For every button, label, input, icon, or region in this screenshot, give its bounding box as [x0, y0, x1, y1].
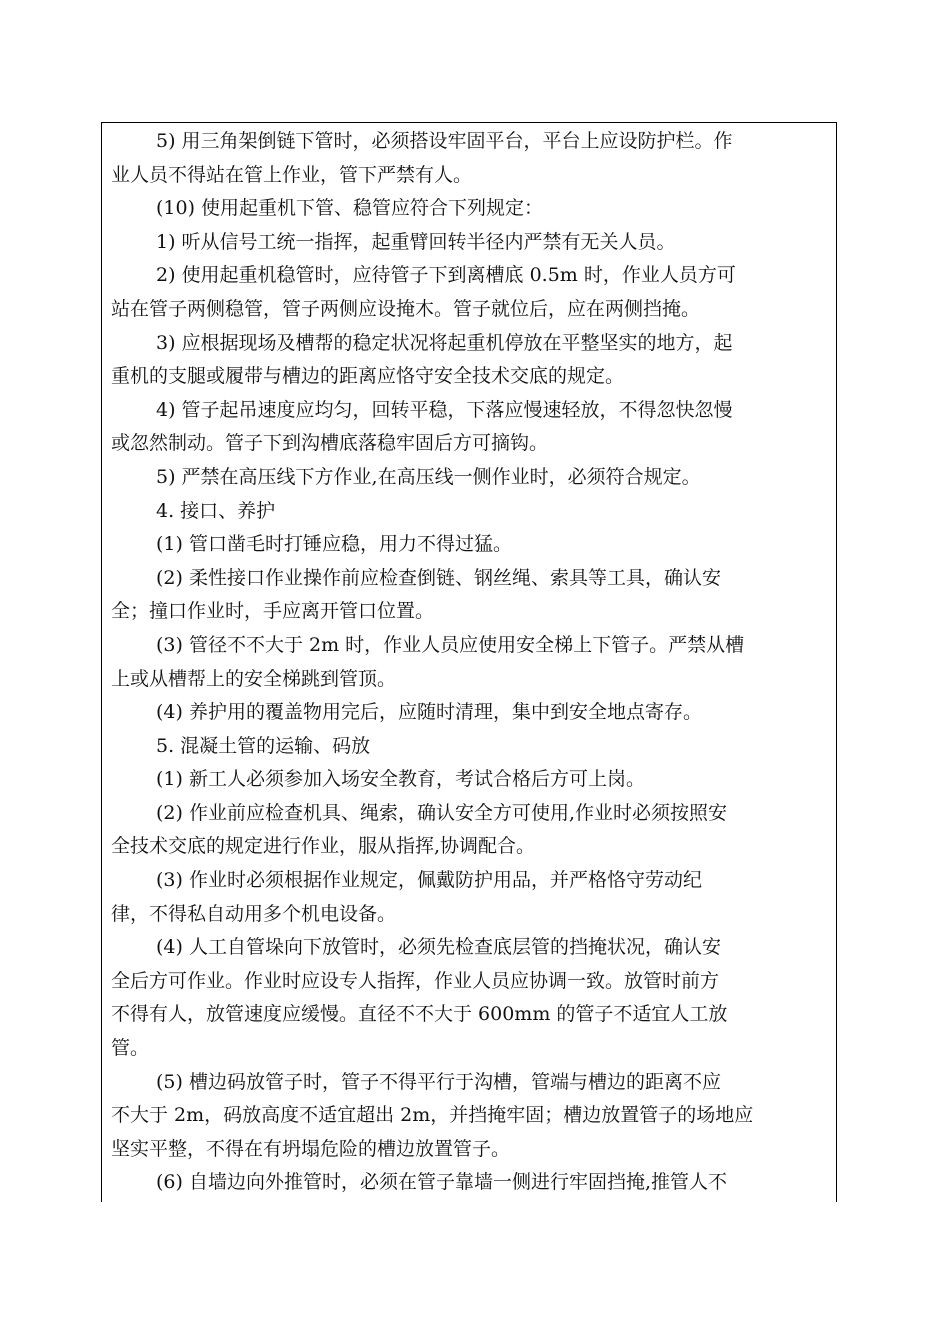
text-line: 1) 听从信号工统一指挥，起重臂回转半径内严禁有无关人员。 [156, 230, 676, 253]
paragraph [111, 696, 835, 730]
text-line: 全后方可作业。作业时应设专人指挥，作业人员应协调一致。放管时前方 [111, 969, 720, 992]
text-line: (4) 人工自管垛向下放管时，必须先检查底层管的挡掩状况，确认安 [156, 936, 721, 959]
section-heading [111, 730, 835, 764]
text-line: (6) 自墙边向外推管时，必须在管子靠墙一侧进行牢固挡掩,推管人不 [156, 1171, 727, 1194]
text-line: 或忽然制动。管子下到沟槽底落稳牢固后方可摘钩。 [111, 432, 549, 455]
text-line: 重机的支腿或履带与槽边的距离应恪守安全技术交底的规定。 [111, 365, 625, 388]
paragraph [111, 226, 835, 260]
text-line: (1) 管口凿毛时打锤应稳，用力不得过猛。 [156, 533, 512, 556]
text-line: 5. 混凝土管的运输、码放 [156, 734, 371, 757]
text-line: 2) 使用起重机稳管时，应待管子下到离槽底 0.5m 时，作业人员方可 [156, 264, 736, 287]
text-line: 业人员不得站在管上作业，管下严禁有人。 [111, 163, 473, 186]
paragraph [111, 629, 835, 696]
paragraph [111, 259, 835, 326]
text-line: 管。 [111, 1037, 150, 1060]
text-line: (2) 柔性接口作业操作前应检查倒链、钢丝绳、索具等工具，确认安 [156, 566, 721, 589]
text-line: 律，不得私自动用多个机电设备。 [111, 902, 397, 925]
paragraph [111, 763, 835, 797]
paragraph [111, 864, 835, 931]
paragraph [111, 394, 835, 461]
text-line: 4) 管子起吊速度应均匀，回转平稳，下落应慢速轻放，不得忽快忽慢 [156, 398, 733, 421]
text-line: (3) 作业时必须根据作业规定，佩戴防护用品，并严格恪守劳动纪 [156, 869, 702, 892]
text-line: 不大于 2m，码放高度不适宜超出 2m，并挡掩牢固；槽边放置管子的场地应 [111, 1104, 754, 1127]
paragraph [111, 1166, 835, 1200]
text-line: 全；撞口作业时，手应离开管口位置。 [111, 600, 435, 623]
paragraph [111, 125, 835, 192]
section-heading [111, 495, 835, 529]
paragraph [111, 192, 835, 226]
text-line: 5) 严禁在高压线下方作业,在高压线一侧作业时，必须符合规定。 [156, 465, 701, 488]
text-line: 不得有人，放管速度应缓慢。直径不不大于 600mm 的管子不适宜人工放 [111, 1003, 728, 1026]
text-line: 5) 用三角架倒链下管时，必须搭设牢固平台，平台上应设防护栏。作 [156, 130, 733, 152]
text-line: 4. 接口、养护 [156, 499, 276, 522]
text-line: (5) 槽边码放管子时，管子不得平行于沟槽，管端与槽边的距离不应 [156, 1070, 721, 1093]
paragraph [111, 327, 835, 394]
document-body [111, 125, 835, 1200]
paragraph [111, 1066, 835, 1167]
text-line: 站在管子两侧稳管，管子两侧应设掩木。管子就位后，应在两侧挡掩。 [111, 297, 701, 320]
text-line: 上或从槽帮上的安全梯跳到管顶。 [111, 667, 397, 690]
text-line: 全技术交底的规定进行作业，服从指挥,协调配合。 [111, 835, 536, 858]
text-line: (2) 作业前应检查机具、绳索，确认安全方可使用,作业时必须按照安 [156, 801, 727, 824]
paragraph [111, 931, 835, 1065]
text-line: (10) 使用起重机下管、稳管应符合下列规定： [156, 197, 544, 220]
text-line: (3) 管径不不大于 2m 时，作业人员应使用安全梯上下管子。严禁从槽 [156, 633, 745, 656]
paragraph [111, 528, 835, 562]
paragraph [111, 797, 835, 864]
text-line: 3) 应根据现场及槽帮的稳定状况将起重机停放在平整坚实的地方，起 [156, 331, 733, 354]
paragraph [111, 562, 835, 629]
text-line: (4) 养护用的覆盖物用完后，应随时清理，集中到安全地点寄存。 [156, 701, 702, 724]
paragraph [111, 461, 835, 495]
text-line: 坚实平整，不得在有坍塌危险的槽边放置管子。 [111, 1137, 511, 1160]
text-line: (1) 新工人必须参加入场安全教育，考试合格后方可上岗。 [156, 768, 645, 791]
